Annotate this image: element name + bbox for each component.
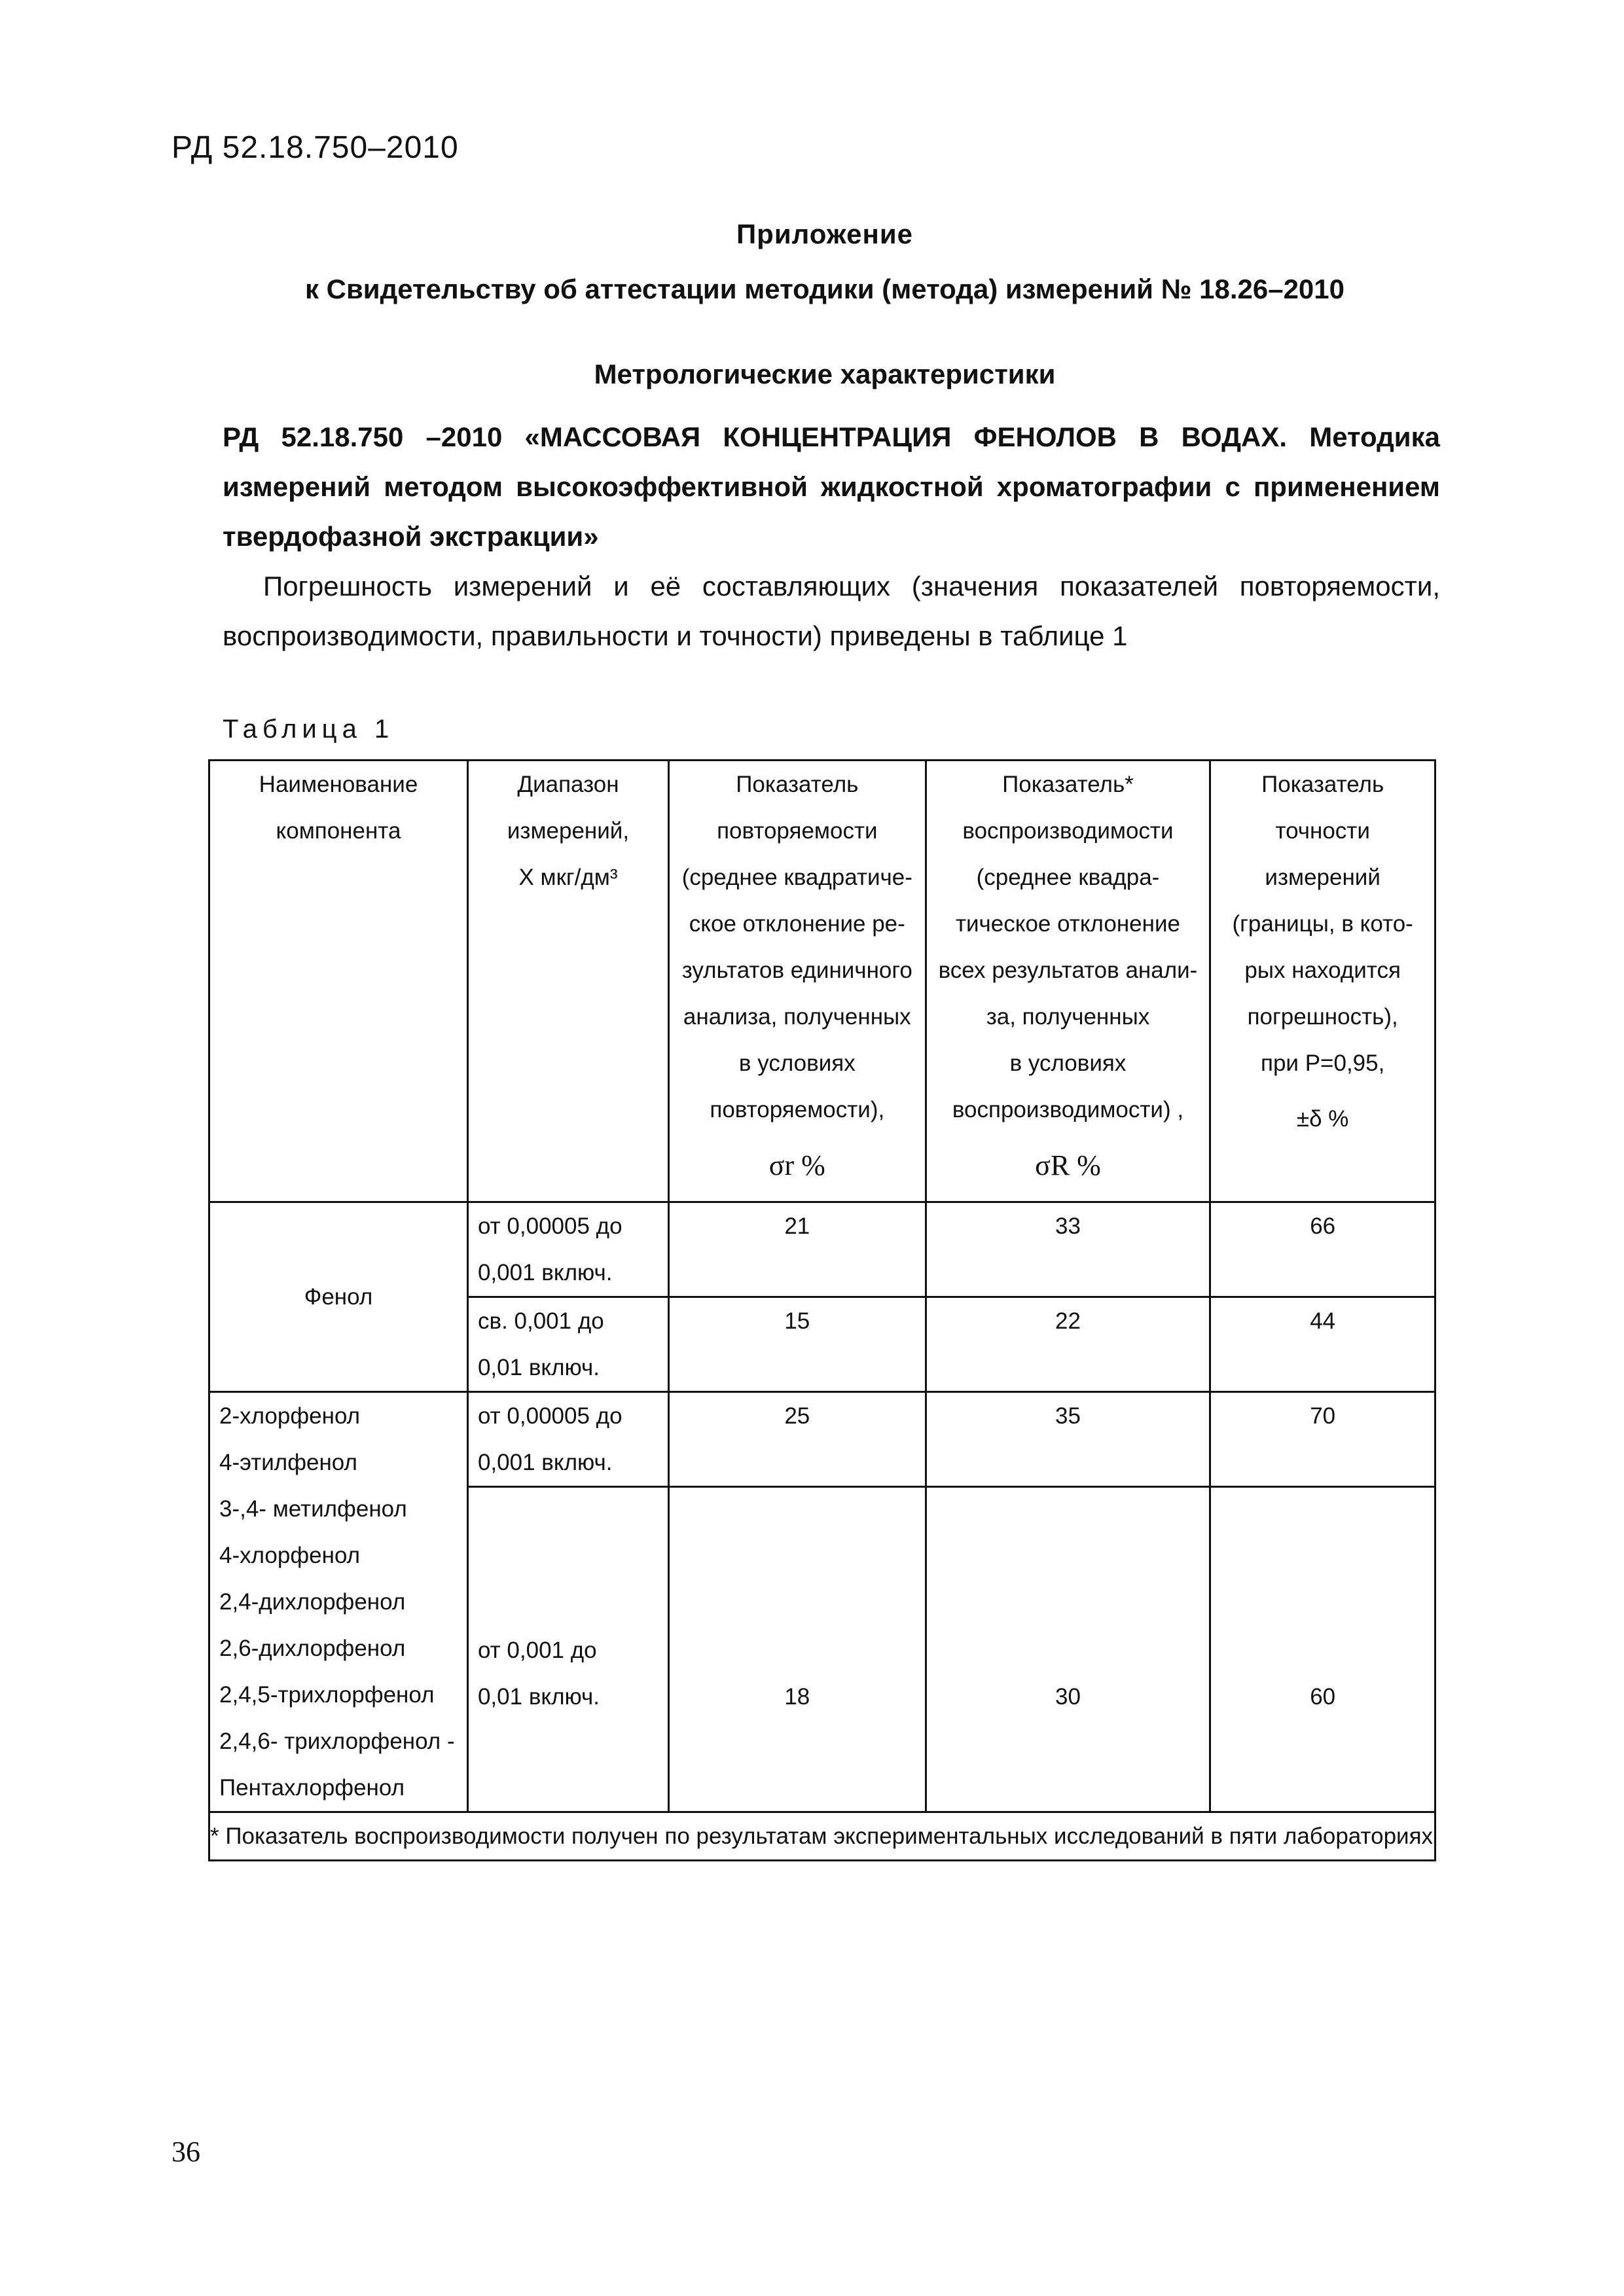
table-header-row: [209, 761, 1435, 1202]
header-line: измерений,: [507, 818, 630, 844]
header-line: Показатель*: [1002, 772, 1134, 797]
header-line: рых находится: [1244, 958, 1401, 983]
header-line: воспроизводимости) ,: [952, 1097, 1184, 1122]
header-line: Показатель: [736, 772, 859, 797]
range-line: св. 0,001 до: [477, 1308, 604, 1334]
intro-paragraph: Погрешность измерений и её составляющих (значения показателей повторяемости, воспроизводимости, правильности и точности) приведены в таблице 1: [223, 571, 1440, 651]
delta-value: 60: [1210, 1487, 1435, 1812]
header-line: повторяемости),: [710, 1097, 885, 1122]
header-line: (среднее квадра-: [976, 865, 1160, 890]
range-line: 0,01 включ.: [477, 1684, 600, 1710]
sR-value: 33: [926, 1202, 1210, 1297]
component-name: 2,4,6- трихлорфенол -: [219, 1729, 455, 1754]
header-line: погрешность),: [1247, 1004, 1398, 1030]
component-name: 2-хлорфенол: [219, 1403, 361, 1429]
sigma-r-symbol: σr %: [768, 1149, 825, 1181]
range-line: от 0,00005 до: [477, 1403, 623, 1429]
sigma-R-symbol: σR %: [1035, 1149, 1101, 1181]
header-line: в условиях: [738, 1050, 856, 1076]
range-cell: [467, 1487, 668, 1812]
header-reproducibility: [926, 761, 1210, 1202]
table-footnote: * Показатель воспроизводимости получен по результатам экспериментальных исследований в пяти лабораториях: [209, 1812, 1435, 1861]
sR-value: 30: [926, 1487, 1210, 1812]
sR-value: 22: [926, 1297, 1210, 1392]
header-accuracy: [1210, 761, 1435, 1202]
component-name: 4-этилфенол: [219, 1450, 357, 1475]
delta-value: 66: [1210, 1202, 1435, 1297]
header-line: повторяемости: [717, 818, 878, 844]
metrology-table: [208, 759, 1436, 1861]
component-name: 4-хлорфенол: [219, 1543, 361, 1568]
range-cell: [467, 1392, 668, 1487]
range-line: от 0,001 до: [477, 1638, 597, 1663]
range-line: 0,01 включ.: [477, 1355, 600, 1380]
document-code: РД 52.18.750–2010: [171, 130, 459, 165]
header-repeatability: [669, 761, 926, 1202]
delta-value: 70: [1210, 1392, 1435, 1487]
range-line: от 0,00005 до: [477, 1213, 623, 1239]
range-cell: [467, 1202, 668, 1297]
header-line: за, полученных: [986, 1004, 1150, 1030]
sr-value: 21: [669, 1202, 926, 1297]
header-line: ское отклонение ре-: [689, 911, 905, 937]
page-number: 36: [171, 2136, 200, 2168]
header-line: анализа, полученных: [683, 1004, 911, 1030]
method-heading: РД 52.18.750 –2010 «МАССОВАЯ КОНЦЕНТРАЦИЯ ФЕНОЛОВ В ВОДАХ. Методика измерений методом высокоэффективной жидкостной хроматографии с применением твердофазной экстракции»: [223, 422, 1440, 552]
header-line: компонента: [276, 818, 401, 844]
header-range: [467, 761, 668, 1202]
header-line: всех результатов анали-: [938, 958, 1198, 983]
appendix-subtitle: к Свидетельству об аттестации методики (метода) измерений № 18.26–2010: [304, 274, 1345, 304]
delta-symbol: ±δ %: [1296, 1106, 1349, 1132]
table-row: [209, 1392, 1435, 1487]
header-line: Показатель: [1261, 772, 1384, 797]
range-line: 0,001 включ.: [477, 1450, 613, 1475]
section-title: Метрологические характеристики: [594, 359, 1056, 389]
delta-value: 44: [1210, 1297, 1435, 1392]
appendix-title: Приложение: [736, 219, 914, 249]
header-line: при Р=0,95,: [1261, 1050, 1385, 1076]
component-name: Пентахлорфенол: [219, 1775, 405, 1801]
sr-value: 15: [669, 1297, 926, 1392]
header-line: измерений: [1265, 865, 1380, 890]
component-name: 2,4-дихлорфенол: [219, 1589, 406, 1615]
component-phenol: Фенол: [209, 1202, 468, 1392]
table-row: [209, 1202, 1435, 1297]
component-name: 2,4,5-трихлорфенол: [219, 1682, 435, 1708]
header-component: [209, 761, 468, 1202]
sr-value: 25: [669, 1392, 926, 1487]
header-line: Наименование: [259, 772, 418, 797]
header-line: Х мкг/дм³: [518, 865, 618, 890]
table-caption: Таблица 1: [223, 715, 395, 744]
header-line: тическое отклонение: [955, 911, 1180, 937]
header-line: Диапазон: [517, 772, 619, 797]
header-line: в условиях: [1009, 1050, 1127, 1076]
component-name: 2,6-дихлорфенол: [219, 1636, 406, 1661]
header-line: точности: [1275, 818, 1370, 844]
component-name: 3-,4- метилфенол: [219, 1496, 407, 1522]
range-line: 0,001 включ.: [477, 1260, 613, 1285]
header-line: (среднее квадратиче-: [681, 865, 912, 890]
table-footnote-row: [209, 1812, 1435, 1861]
header-line: воспроизводимости: [962, 818, 1174, 844]
sR-value: 35: [926, 1392, 1210, 1487]
sr-value: 18: [669, 1487, 926, 1812]
header-line: зультатов единичного: [681, 958, 912, 983]
range-cell: [467, 1297, 668, 1392]
component-group: [209, 1392, 468, 1812]
header-line: (границы, в кото-: [1232, 911, 1413, 937]
